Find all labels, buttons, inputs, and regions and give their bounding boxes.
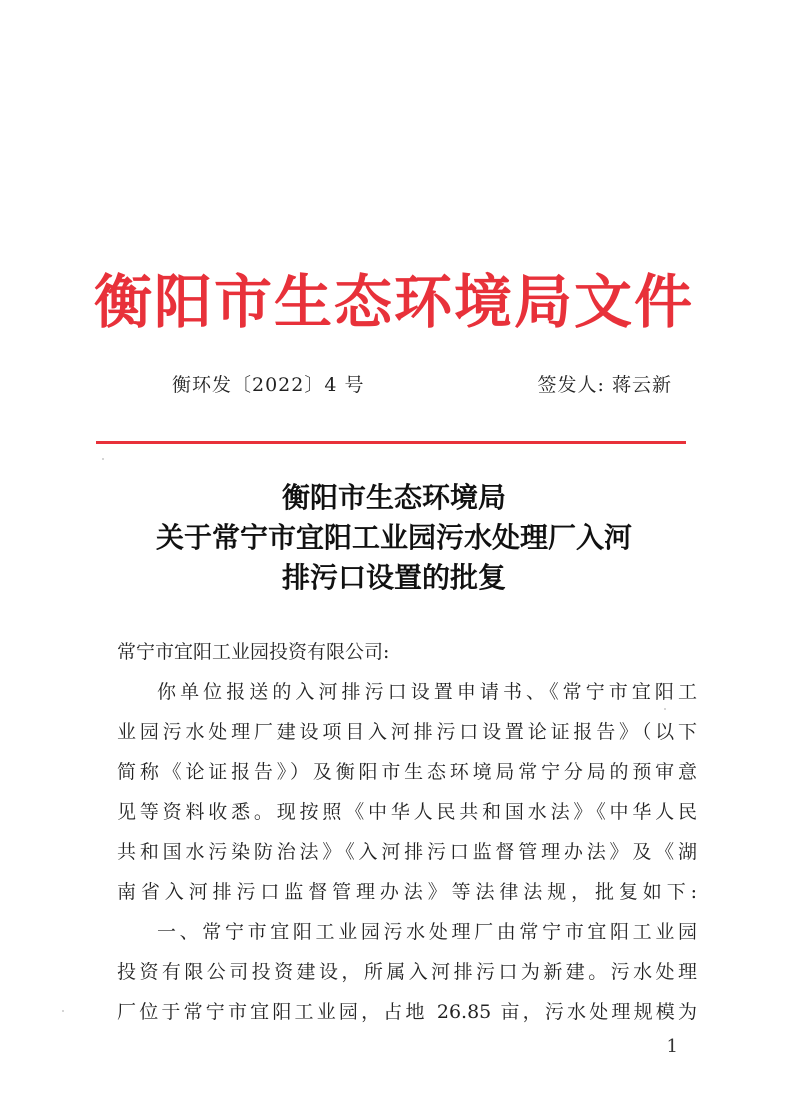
title-line-2: 关于常宁市宜阳工业园污水处理厂入河 [155, 521, 632, 554]
scan-speck [102, 458, 104, 460]
document-title [60, 478, 728, 598]
red-divider-line [96, 441, 686, 444]
document-number: 衡环发〔2022〕4 号 [172, 374, 365, 396]
body-line: 南省入河排污口监督管理办法》等法律法规，批复如下: [117, 881, 697, 903]
body-line: 简称《论证报告》）及衡阳市生态环境局常宁分局的预审意 [117, 761, 697, 783]
masthead-title: 衡阳市生态环境局文件 [93, 268, 694, 336]
title-line-3: 排污口设置的批复 [281, 561, 506, 594]
scan-speck [664, 708, 666, 710]
body-line: 投资有限公司投资建设，所属入河排污口为新建。污水处理 [117, 961, 697, 983]
page-number: 1 [666, 1036, 678, 1057]
body-line: 业园污水处理厂建设项目入河排污口设置论证报告》（以下 [117, 721, 697, 743]
body-line: 见等资料收悉。现按照《中华人民共和国水法》《中华人民 [117, 801, 697, 823]
body-line: 厂位于常宁市宜阳工业园，占地 26.85 亩，污水处理规模为 [117, 1001, 697, 1023]
body-line: 一、常宁市宜阳工业园污水处理厂由常宁市宜阳工业园 [157, 921, 697, 943]
signer: 签发人: 蒋云新 [537, 374, 672, 396]
scan-speck [62, 1010, 64, 1012]
document-body [117, 632, 697, 1032]
title-line-1: 衡阳市生态环境局 [281, 481, 506, 514]
document-meta [172, 370, 672, 400]
body-line: 共和国水污染防治法》《入河排污口监督管理办法》及《湖 [117, 841, 697, 863]
body-line: 你单位报送的入河排污口设置申请书、《常宁市宜阳工 [157, 681, 697, 703]
addressee: 常宁市宜阳工业园投资有限公司: [117, 641, 390, 663]
